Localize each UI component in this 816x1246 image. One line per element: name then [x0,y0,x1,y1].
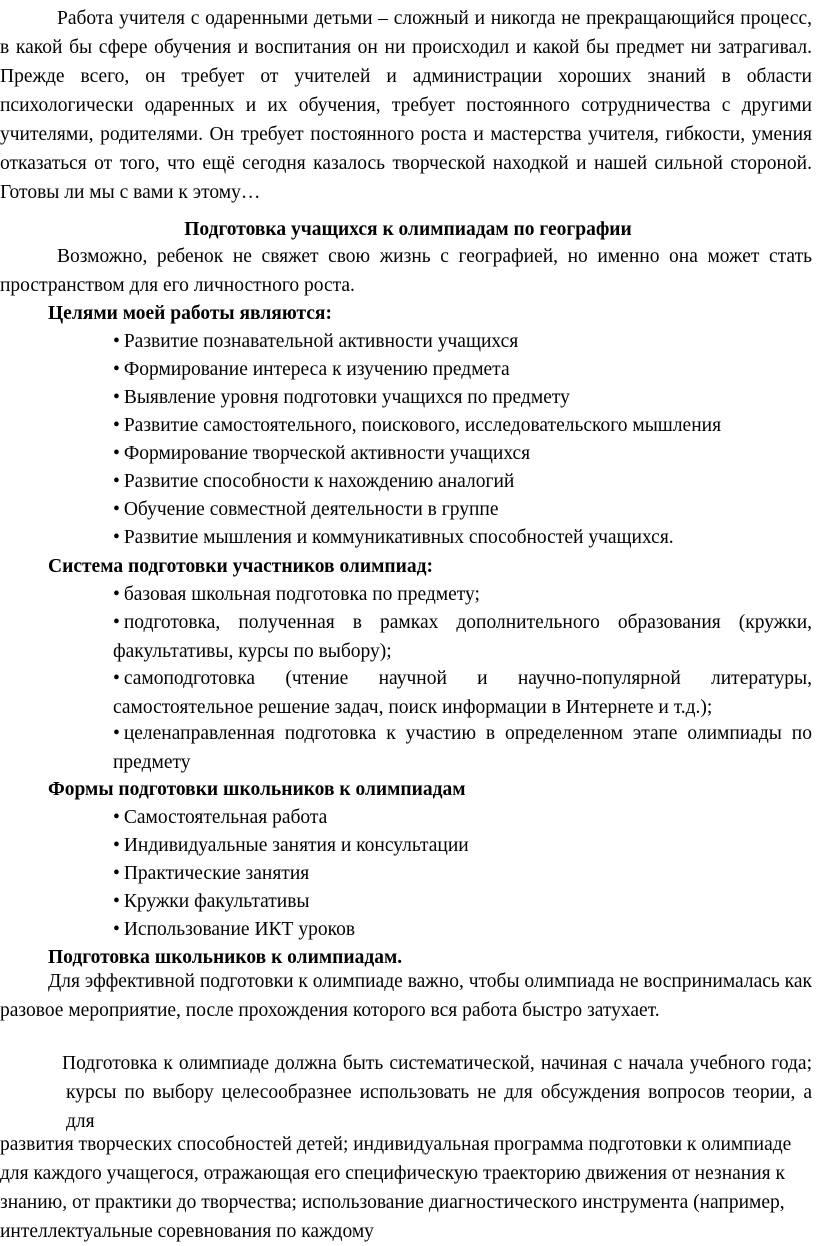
bullet-icon: • [113,415,120,436]
intro-paragraph: Работа учителя с одаренными детьми – сложный и никогда не прекращающийся процесс, в какой бы сфере обучения и воспитания он ни происходил и какой бы предмет ни затрагивал. Прежде всего, он требует от учителей и администрации хороших знаний в области психологически одаренных и их обучения, требует постоянного сотрудничества с другими учителями, родителями. Он требует постоянного роста и мастерства учителя, гибкости, умения отказаться от того, что ещё сегодня казалось творческой находкой и нашей сильной стороной. Готовы ли мы с вами к этому… [0,8,812,203]
goals-item: • Развитие самостоятельного, поискового, исследовательского мышления [113,415,722,436]
prep-paragraph-3: развития творческих способностей детей; индивидуальная программа подготовки к олимпиаде для каждого учащегося, отражающая его специфическую траекторию движения от незнания к знанию, от практики до творчества; использование диагностического инструмента (например, интеллектуальные соревнования по каждому [0,1134,792,1242]
bullet-icon: • [113,919,120,940]
bullet-icon: • [113,499,120,520]
bullet-icon: • [113,835,120,856]
goals-item: • Обучение совместной деятельности в группе [113,499,499,520]
bullet-icon: • [113,443,120,464]
system-item: • подготовка, полученная в рамках дополнительного образования (кружки, факультативы, курсы по выбору); [113,612,812,662]
bullet-icon: • [113,584,120,605]
goals-item: • Развитие познавательной активности учащихся [113,331,519,352]
goals-item: • Развитие мышления и коммуникативных способностей учащихся. [113,527,674,548]
lead-paragraph: Возможно, ребенок не свяжет свою жизнь с географией, но именно она может стать пространством для его личностного роста. [0,246,812,296]
prep-paragraph-1: Для эффективной подготовки к олимпиаде важно, чтобы олимпиада не воспринималась как разовое мероприятие, после прохождения которого вся работа быстро затухает. [0,971,812,1021]
goals-item: • Выявление уровня подготовки учащихся по предмету [113,387,570,408]
goals-item: • Развитие способности к нахождению аналогий [113,471,515,492]
forms-item: • Кружки факультативы [113,891,310,912]
goals-item: • Формирование интереса к изучению предмета [113,359,510,380]
bullet-icon: • [113,863,120,884]
system-item: • самоподготовка (чтение научной и научно-популярной литературы, самостоятельное решение задач, поиск информации в Интернете и т.д.); [113,668,812,718]
bullet-icon: • [113,723,120,744]
system-heading: Система подготовки участников олимпиад: [48,556,433,577]
forms-item: • Использование ИКТ уроков [113,919,356,940]
prep-heading: Подготовка школьников к олимпиадам. [48,947,403,968]
bullet-icon: • [113,668,120,689]
goals-item: • Формирование творческой активности учащихся [113,443,531,464]
bullet-icon: • [113,471,120,492]
forms-item: • Практические занятия [113,863,310,884]
forms-item: • Индивидуальные занятия и консультации [113,835,469,856]
bullet-icon: • [113,891,120,912]
forms-item: • Самостоятельная работа [113,807,328,828]
bullet-icon: • [113,387,120,408]
forms-heading: Формы подготовки школьников к олимпиадам [48,779,466,800]
bullet-icon: • [113,527,120,548]
bullet-icon: • [113,359,120,380]
system-item: • целенаправленная подготовка к участию в определенном этапе олимпиады по предмету [113,723,812,773]
bullet-icon: • [113,807,120,828]
goals-heading: Целями моей работы являются: [48,303,332,324]
section-title: Подготовка учащихся к олимпиадам по географии [184,219,632,240]
prep-paragraph-2: Подготовка к олимпиаде должна быть систематической, начиная с начала учебного года; курсы по выбору целесообразнее использовать не для обсуждения вопросов теории, а для [62,1053,812,1132]
system-item: • базовая школьная подготовка по предмету; [113,584,480,605]
bullet-icon: • [113,612,120,633]
bullet-icon: • [113,331,120,352]
